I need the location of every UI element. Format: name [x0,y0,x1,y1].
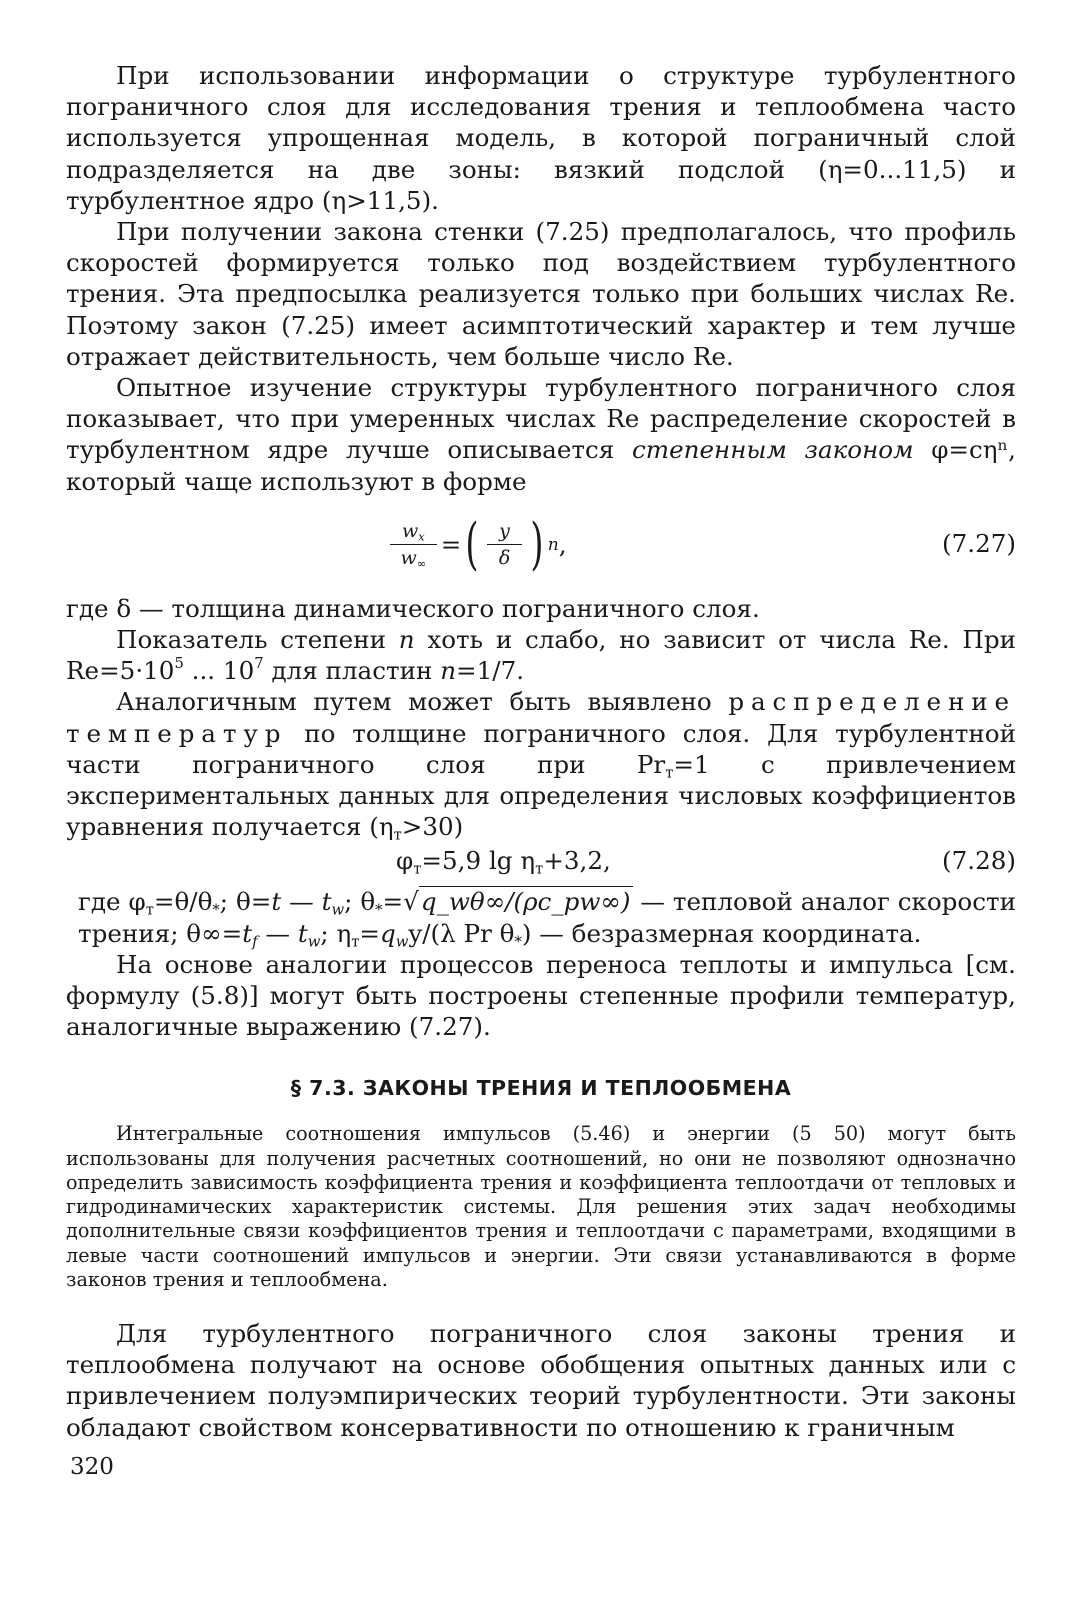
paragraph-4: где δ — толщина динамического пограничного слоя. [66,593,760,623]
paragraph-3 [66,372,1016,497]
paragraph-3-text-a: Опытное изучение структуры турбулентного пограничного слоя показывает, что при умеренных числах Re распределение скоростей в турбулентном ядре лучше описывается [66,373,1016,465]
equation-7-28 [66,842,1016,886]
paragraph-3-text-b: φ=cηⁿ, который чаще используют в форме [66,435,1016,496]
paragraph-9: Для турбулентного пограничного слоя законы трения и теплообмена получают на основе обобщения опытных данных или с привлечением полуэмпирических теорий турбулентности. Эти законы обладают свойством консервативности по отношению к граничным [66,1318,1016,1442]
fraction-denominator-delta: δ [498,547,511,570]
section-heading: § 7.3. ЗАКОНЫ ТРЕНИЯ И ТЕПЛООБМЕНА [290,1076,792,1101]
fraction-denominator: $w_\infty$ [400,547,427,571]
equation-7-28-body: $\varphi_т=5,9$ $\lg \eta_т+3,2$, [396,846,611,878]
emphasis-power-law: степенным законом [631,435,914,465]
paragraph-7: где $\varphi_т=\theta/\theta_*$; θ=t — $t_w$; $\theta_*=√q\_w\theta\infty/(\rho c\_pw\infty)$ — тепловой аналог скорости трения; $\theta\infty=t_f$ — $t_w$; $\eta_т=q_wy/(\lambda$ Pr $\theta_*$) — безразмерная координата. [78,887,1016,951]
fraction-y-delta [487,520,522,569]
spaced-term-temperatures: температур [66,718,288,748]
paragraph-6: Аналогичным путем может быть выявлено распределение температур по толщине пограничного слоя. Для турбулентной части пограничного слоя при $Pr_т=1$ с привлечением экспериментальных данных для определения числовых коэффициентов уравнения получается $(\eta_т>30)$ [66,687,1016,844]
equation-7-27 [66,497,1016,593]
paragraph-5: Показатель степени n хоть и слабо, но зависит от числа Re. При $Re=5\cdot 10^5$ ... $10^7$ для пластин n=1/7. [66,625,1016,686]
right-paren: ) [530,511,544,577]
equals-sign: = [440,530,462,560]
equation-number-7-27: (7.27) [942,528,1016,558]
fraction-numerator-y: y [487,520,522,545]
paragraph-1: При использовании информации о структуре турбулентного пограничного слоя для исследования трения и теплообмена часто используется упрощенная модель, в которой пограничный слой подразделяется на две зоны: вязкий подслой (η=0...11,5) и турбулентное ядро (η>11,5). [66,61,1016,215]
left-paren: ( [465,511,479,577]
page-body [66,60,1016,1443]
paragraph-2: При получении закона стенки (7.25) предполагалось, что профиль скоростей формируется только под воздействием турбулентного трения. Эта предпосылка реализуется только при больших числах Re. Поэтому закон (7.25) имеет асимптотический характер и тем лучше отражает действительность, чем больше число Re. [66,217,1016,371]
equation-comma: , [558,530,567,560]
equation-number-7-28: (7.28) [942,846,1016,876]
paragraph-8: На основе аналогии процессов переноса теплоты и импульса [см. формулу (5.8)] могут быть построены степенные профили температур, аналогичные выражению (7.27). [66,949,1016,1042]
spacer [66,1292,1016,1318]
equation-7-27-body: $\frac{w_x}{w_\infty}$ = ( $\frac{y}{\delta}$ ) n , [386,497,567,593]
spaced-term-distribution: распределение [728,687,1016,717]
page-number: 320 [70,1454,114,1480]
sqrt-expression: q_wθ∞/(ρc_pw∞) [420,887,631,917]
fraction-numerator: $w_x$ [390,520,437,545]
fraction-wx-winf [390,520,437,569]
section-abstract: Интегральные соотношения импульсов (5.46) и энергии (5 50) могут быть использованы для получения расчетных соотношений, но они не позволяют однозначно определить зависимость коэффициента трения и коэффициента теплоотдачи от тепловых и гидродинамических характеристик системы. Для решения этих задач необходимы дополнительные связи коэффициентов трения и теплоотдачи с параметрами, входящими в левые части соотношений импульсов и энергии. Эти связи устанавливаются в форме законов трения и теплообмена. [66,1122,1016,1291]
